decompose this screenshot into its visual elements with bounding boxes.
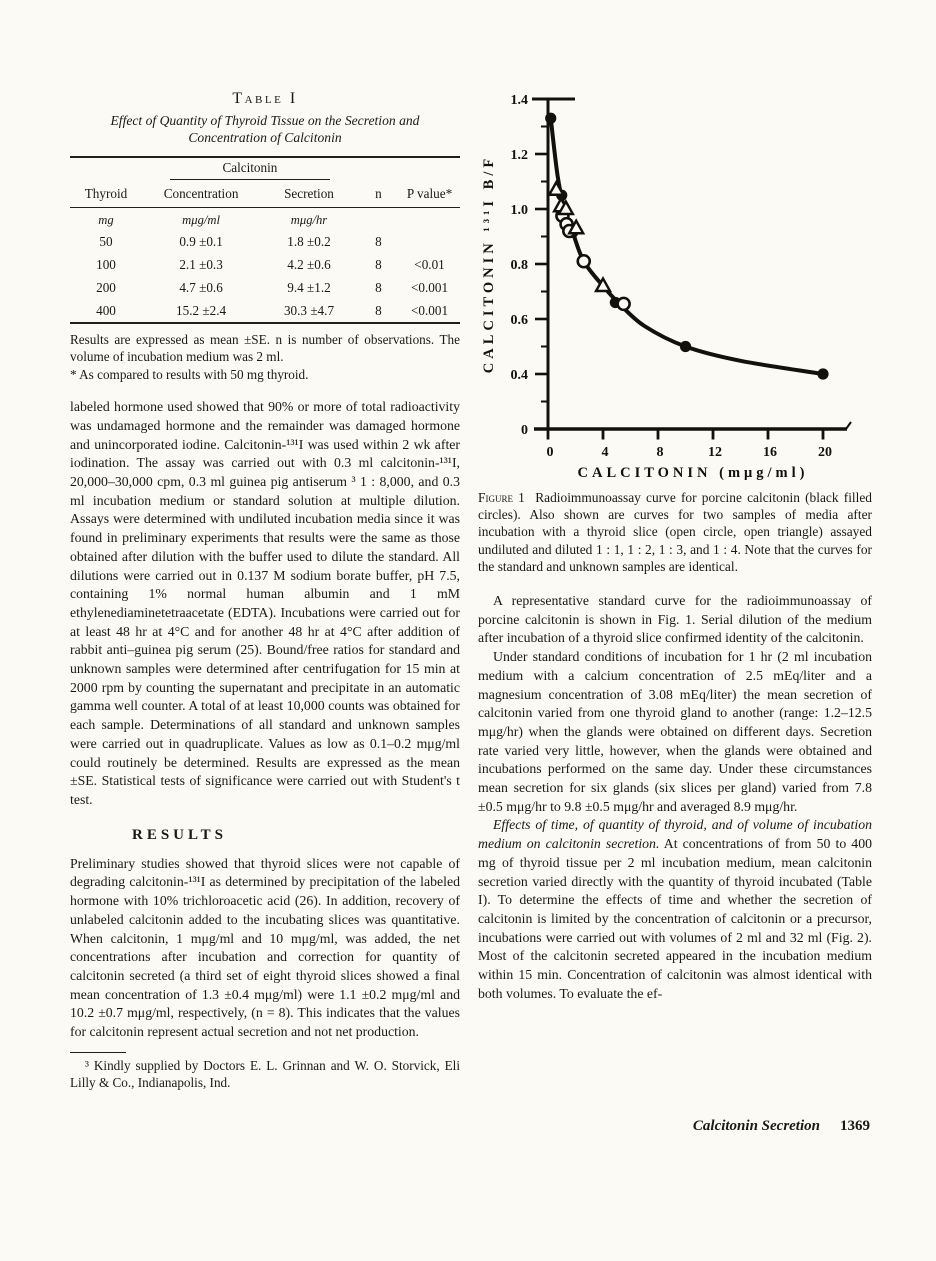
figure-caption-text: Radioimmunoassay curve for porcine calcitonin (black filled circles). Also shown are curves for two samples of media after incubation with a thyroid slice (open circle, open triangle) assayed undiluted and diluted 1 : 1, 1 : 2, 1 : 3, and 1 : 4. Note that the curves for the standard and unknown samples are identical. [478, 490, 872, 574]
group-header-cell [142, 157, 358, 182]
spacer-cell [70, 157, 142, 182]
table-notes [70, 331, 460, 383]
filled-circle-marker [817, 368, 828, 379]
table-cell: 100 [96, 257, 116, 272]
y-tick-label: 0.6 [510, 313, 528, 328]
y-tick-label: 0 [521, 423, 528, 438]
table-cell: 4.7 ±0.6 [179, 280, 223, 295]
table-group-header-row [70, 157, 460, 182]
unit-concentration: mμg/ml [182, 213, 220, 227]
paragraph-rest: At concentrations of from 50 to 400 mg of thyroid tissue per 2 ml incubation medium, mean calcitonin secretion varied directly with the quantity of thyroid incubated (Table I). To determine the effects of time and whether the secretion of calcitonin is limited by the concentration of calcitonin or a precursor, incubations were carried out with volumes of 2 ml and 32 ml (Fig. 2). Most of the calcitonin secreted appeared in the incubation medium within 15 min. Concentration of calcitonin was almost identical with both volumes. To evaluate the ef- [478, 836, 872, 1001]
table-cell [399, 230, 460, 253]
table-cell: 8 [375, 280, 382, 295]
table-cell: 50 [99, 234, 113, 249]
table-cell: 200 [96, 280, 116, 295]
table-cell: 2.1 ±0.3 [179, 257, 223, 272]
col-header-pvalue: P value* [399, 182, 460, 208]
table-header-row [70, 182, 460, 208]
filled-circle-marker [680, 341, 691, 352]
table-1-block [70, 90, 460, 383]
x-axis-end-flick [846, 422, 851, 429]
table-caption: Effect of Quantity of Thyroid Tissue on the Secretion and Concentration of Calcitonin [110, 113, 420, 145]
table-cell: 8 [375, 303, 382, 318]
y-axis-title: CALCITONIN ¹³¹I B/F [481, 154, 497, 374]
results-heading: RESULTS [132, 826, 227, 843]
y-tick-label: 0.8 [510, 258, 528, 273]
standard-curve [551, 118, 823, 374]
left-column [70, 88, 460, 1105]
table-body [70, 208, 460, 324]
footer-article-title: Calcitonin Secretion [692, 1118, 820, 1134]
x-tick-label: 12 [708, 445, 722, 460]
x-tick-label: 20 [818, 445, 832, 460]
spacer-cell [358, 157, 399, 182]
table-cell: 400 [96, 303, 116, 318]
col-header-concentration: Concentration [142, 182, 260, 208]
table-cell: 30.3 ±4.7 [283, 303, 335, 318]
table-cell: <0.01 [414, 257, 445, 272]
y-tick-label: 1.2 [510, 148, 528, 163]
body-paragraph-standard-conditions: Under standard conditions of incubation for 1 hr (2 ml incubation medium with a calcium concentration of 2.5 mEq/liter and a magnesium concentration of 3.08 mEq/liter) the mean secretion of calcitonin varied from one thyroid gland to another (range: 1.2–12.5 mμg/hr) when the glands were obtained on different days. Secretion rate varied very little, however, when the glands were obtained and incubations performed on the same day. Under these circumstances mean secretion for six glands (six slices per gland) varied from 7.8 ±0.5 mμg/hr to 9.8 ±0.5 mμg/hr and averaged 8.9 mμg/hr. [478, 649, 872, 814]
table-cell: 15.2 ±2.4 [176, 303, 227, 318]
spacer-cell [399, 157, 460, 182]
page-footnote: ³ Kindly supplied by Doctors E. L. Grinnan and W. O. Storvick, Eli Lilly & Co., Indianapolis, Ind. [70, 1052, 460, 1092]
group-header-label: Calcitonin [170, 160, 330, 180]
table-cell: 9.4 ±1.2 [287, 280, 331, 295]
figure-1 [478, 82, 878, 487]
open-circle-marker [618, 298, 630, 310]
table-cell: 8 [375, 257, 382, 272]
table-cell: 4.2 ±0.6 [287, 257, 331, 272]
y-tick-label: 1.0 [510, 203, 528, 218]
col-header-thyroid: Thyroid [70, 182, 142, 208]
table-1 [70, 156, 460, 324]
table-row [70, 299, 460, 323]
radioimmunoassay-chart [478, 82, 878, 487]
table-cell: 0.9 ±0.1 [179, 234, 223, 249]
unit-secretion: mμg/hr [290, 213, 328, 227]
table-note-asterisk: * As compared to results with 50 mg thyroid. [70, 366, 309, 382]
table-title: Table I [232, 90, 298, 107]
running-footer [693, 1118, 870, 1135]
right-column [478, 82, 872, 1003]
x-tick-label: 8 [656, 445, 664, 460]
x-axis-title: CALCITONIN (mμg/ml) [577, 465, 809, 481]
filled-circle-marker [545, 113, 556, 124]
table-row [70, 276, 460, 299]
paragraph-lead-italic: Effects of time, of quantity of thyroid, and of volume of incubation medium on calcitonin secretion. [478, 817, 872, 852]
table-note-general: Results are expressed as mean ±SE. n is number of observations. The volume of incubation medium was 2 ml. [70, 332, 460, 365]
figure-label: Figure 1 [478, 490, 525, 505]
table-cell: 8 [375, 234, 382, 249]
table-row [70, 230, 460, 253]
table-units-row [70, 208, 460, 231]
x-tick-label: 0 [546, 445, 554, 460]
body-paragraph-standard-curve: A representative standard curve for the radioimmunoassay of porcine calcitonin is shown in Fig. 1. Serial dilution of the medium after incubation of a thyroid slice confirmed identity of the calcitonin. [478, 593, 872, 646]
unit-thyroid: mg [98, 213, 114, 227]
open-circle-marker [578, 255, 590, 267]
body-paragraph-effects [478, 816, 872, 1003]
y-tick-label: 1.4 [510, 93, 528, 108]
x-tick-label: 4 [601, 445, 609, 460]
table-cell: <0.001 [410, 303, 449, 318]
table-cell: 1.8 ±0.2 [287, 234, 331, 249]
col-header-secretion: Secretion [260, 182, 358, 208]
body-paragraph-methods: labeled hormone used showed that 90% or more of total radioactivity was undamaged hormone and the remainder was damaged hormone and unincorporated iodine. Calcitonin-¹³¹I was used within 2 wk after iodination. The assay was carried out with 0.3 ml calcitonin-¹³¹I, 20,000–30,000 cpm, 0.3 ml guinea pig antiserum ³ 1 : 8,000, and 0.3 ml incubation medium or standard solution at multiple dilution. Assays were determined with undiluted incubation media since it was found in preliminary experiments that results were the same as those obtained after dilution with the buffer used to dilute the standard. All dilutions were carried out in 0.137 M sodium borate buffer, pH 7.5, containing 1% normal human albumin and 1 mM ethylenediaminetetraacetate (EDTA). Incubations were carried out for at least 48 hr at 4°C and for another 48 hr at 4°C after addition of rabbit anti–guinea pig serum (25). Bound/free ratios for standard and unknown samples were determined after centrifugation for 15 min at 2000 rpm by counting the supernatant and precipitate in an automatic gamma well counter. A total of at least 10,000 counts was obtained for each sample. Determinations of all standard and unknown samples were carried out in quadruplicate. Values as low as 0.1–0.2 mμg/ml could routinely be determined. Results are expressed as the mean ±SE. Statistical tests of significance were carried out with Student's t test. [70, 399, 460, 807]
y-tick-label: 0.4 [510, 368, 528, 383]
body-paragraph-preliminary: Preliminary studies showed that thyroid slices were not capable of degrading calcitonin-¹³¹I as determined by precipitation of the labeled hormone with 10% trichloroacetic acid (26). In addition, recovery of unlabeled calcitonin added to the incubating slices was quantitative. When calcitonin, 1 mμg/ml and 10 mμg/ml, was added, the net concentrations after incubation and correction for quantity of calcitonin secreted (a third set of eight thyroid slices showed a final mean concentration of 1.3 ±0.4 mμg/ml) were 1.1 ±0.2 mμg/ml and 10.2 ±0.7 mμg/ml, respectively, (n = 8). This indicates that the values for calcitonin represent actual secretion and not net production. [70, 855, 460, 1040]
table-row [70, 253, 460, 276]
figure-caption [478, 489, 872, 575]
footer-page-number: 1369 [840, 1118, 870, 1134]
table-cell: <0.001 [410, 280, 449, 295]
col-header-n: n [358, 182, 399, 208]
x-tick-label: 16 [763, 445, 777, 460]
